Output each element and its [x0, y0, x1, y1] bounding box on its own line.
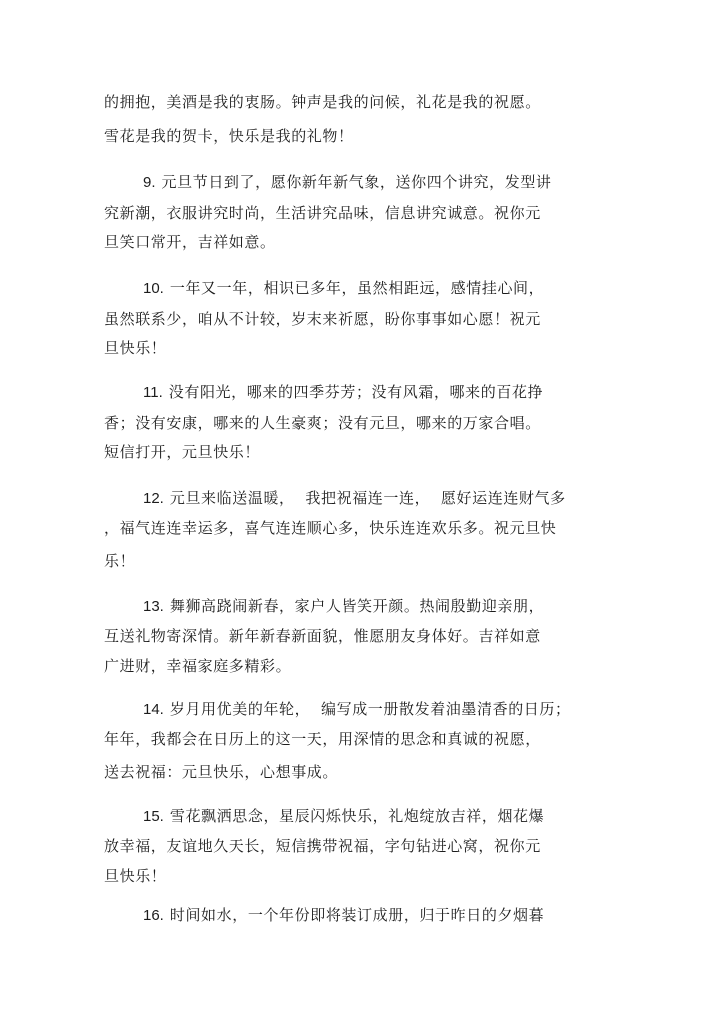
- item-number: 10.: [143, 280, 164, 297]
- item-number: 15.: [143, 808, 164, 825]
- paragraph-0-line-2: [104, 126, 354, 146]
- text: 舞狮高跷闹新春，家户人皆笑开颜。热闹殷勤迎亲朋，: [169, 597, 545, 615]
- text: 互送礼物寄深情。新年新春新面貌，惟愿朋友身体好。吉祥如意: [104, 627, 541, 645]
- paragraph-11-line-3: [104, 442, 260, 462]
- text: 元旦节日到了，愿你新年新气象，送你四个讲究，发型讲: [161, 173, 552, 191]
- paragraph-15-line-1: [143, 806, 544, 827]
- text: 究新潮，衣服讲究时尚，生活讲究品味，信息讲究诚意。祝你元: [104, 204, 541, 222]
- text: 年年，我都会在日历上的这一天，用深情的思念和真诚的祝愿，: [104, 730, 541, 748]
- paragraph-12-line-2: [104, 518, 556, 538]
- paragraph-13-line-2: [104, 626, 541, 646]
- text: 雪花是我的贺卡，快乐是我的礼物！: [104, 127, 354, 145]
- text: 雪花飘洒思念，星辰闪烁快乐，礼炮绽放吉祥，烟花爆: [169, 807, 545, 825]
- paragraph-11-line-1: [143, 382, 543, 403]
- paragraph-10-line-2: [104, 309, 541, 329]
- paragraph-14-line-2: [104, 729, 541, 749]
- paragraph-14-line-1: [143, 699, 571, 720]
- text: 一年又一年，相识已多年，虽然相距远，感情挂心间，: [169, 279, 545, 297]
- text: 送去祝福：元旦快乐，心想事成。: [104, 763, 339, 781]
- paragraph-12-line-3: [104, 551, 135, 571]
- text: 岁月用优美的年轮， 编写成一册散发着油墨清香的日历；: [169, 700, 571, 718]
- text: 香；没有安康，哪来的人生豪爽；没有元旦，哪来的万家合唱。: [104, 414, 541, 432]
- paragraph-9-line-3: [104, 232, 276, 252]
- text: 短信打开，元旦快乐！: [104, 443, 261, 461]
- text: 旦笑口常开，吉祥如意。: [104, 233, 276, 251]
- paragraph-9-line-1: [143, 172, 552, 193]
- paragraph-10-line-1: [143, 278, 544, 299]
- paragraph-13-line-1: [143, 596, 544, 617]
- text: 时间如水，一个年份即将装订成册，归于昨日的夕烟暮: [169, 906, 545, 924]
- paragraph-11-line-2: [104, 413, 541, 433]
- item-number: 11.: [143, 384, 163, 401]
- item-number: 9.: [143, 174, 156, 191]
- paragraph-13-line-3: [104, 656, 291, 676]
- text: 广进财，幸福家庭多精彩。: [104, 657, 292, 675]
- paragraph-10-line-3: [104, 338, 166, 358]
- text: 没有阳光，哪来的四季芬芳；没有风霜，哪来的百花挣: [168, 383, 544, 401]
- text: 旦快乐！: [104, 339, 167, 357]
- paragraph-15-line-3: [104, 866, 166, 886]
- item-number: 12.: [143, 490, 164, 507]
- item-number: 14.: [143, 701, 164, 718]
- text: 的拥抱，美酒是我的衷肠。钟声是我的问候，礼花是我的祝愿。: [104, 93, 541, 111]
- text: 旦快乐！: [104, 867, 167, 885]
- paragraph-15-line-2: [104, 836, 541, 856]
- text: 元旦来临送温暖， 我把祝福连一连， 愿好运连连财气多: [169, 489, 566, 507]
- paragraph-14-line-3: [104, 762, 338, 782]
- paragraph-0-line-1: [104, 92, 541, 112]
- paragraph-9-line-2: [104, 203, 541, 223]
- item-number: 16.: [143, 907, 164, 924]
- text: 虽然联系少，咱从不计较，岁末来祈愿，盼你事事如心愿！祝元: [104, 310, 541, 328]
- paragraph-16-line-1: [143, 905, 544, 926]
- paragraph-12-line-1: [143, 488, 566, 509]
- text: 放幸福，友谊地久天长，短信携带祝福，字句钻进心窝，祝你元: [104, 837, 541, 855]
- text: ，福气连连幸运多，喜气连连顺心多，快乐连连欢乐多。祝元旦快: [104, 519, 557, 537]
- item-number: 13.: [143, 598, 164, 615]
- text: 乐！: [104, 552, 136, 570]
